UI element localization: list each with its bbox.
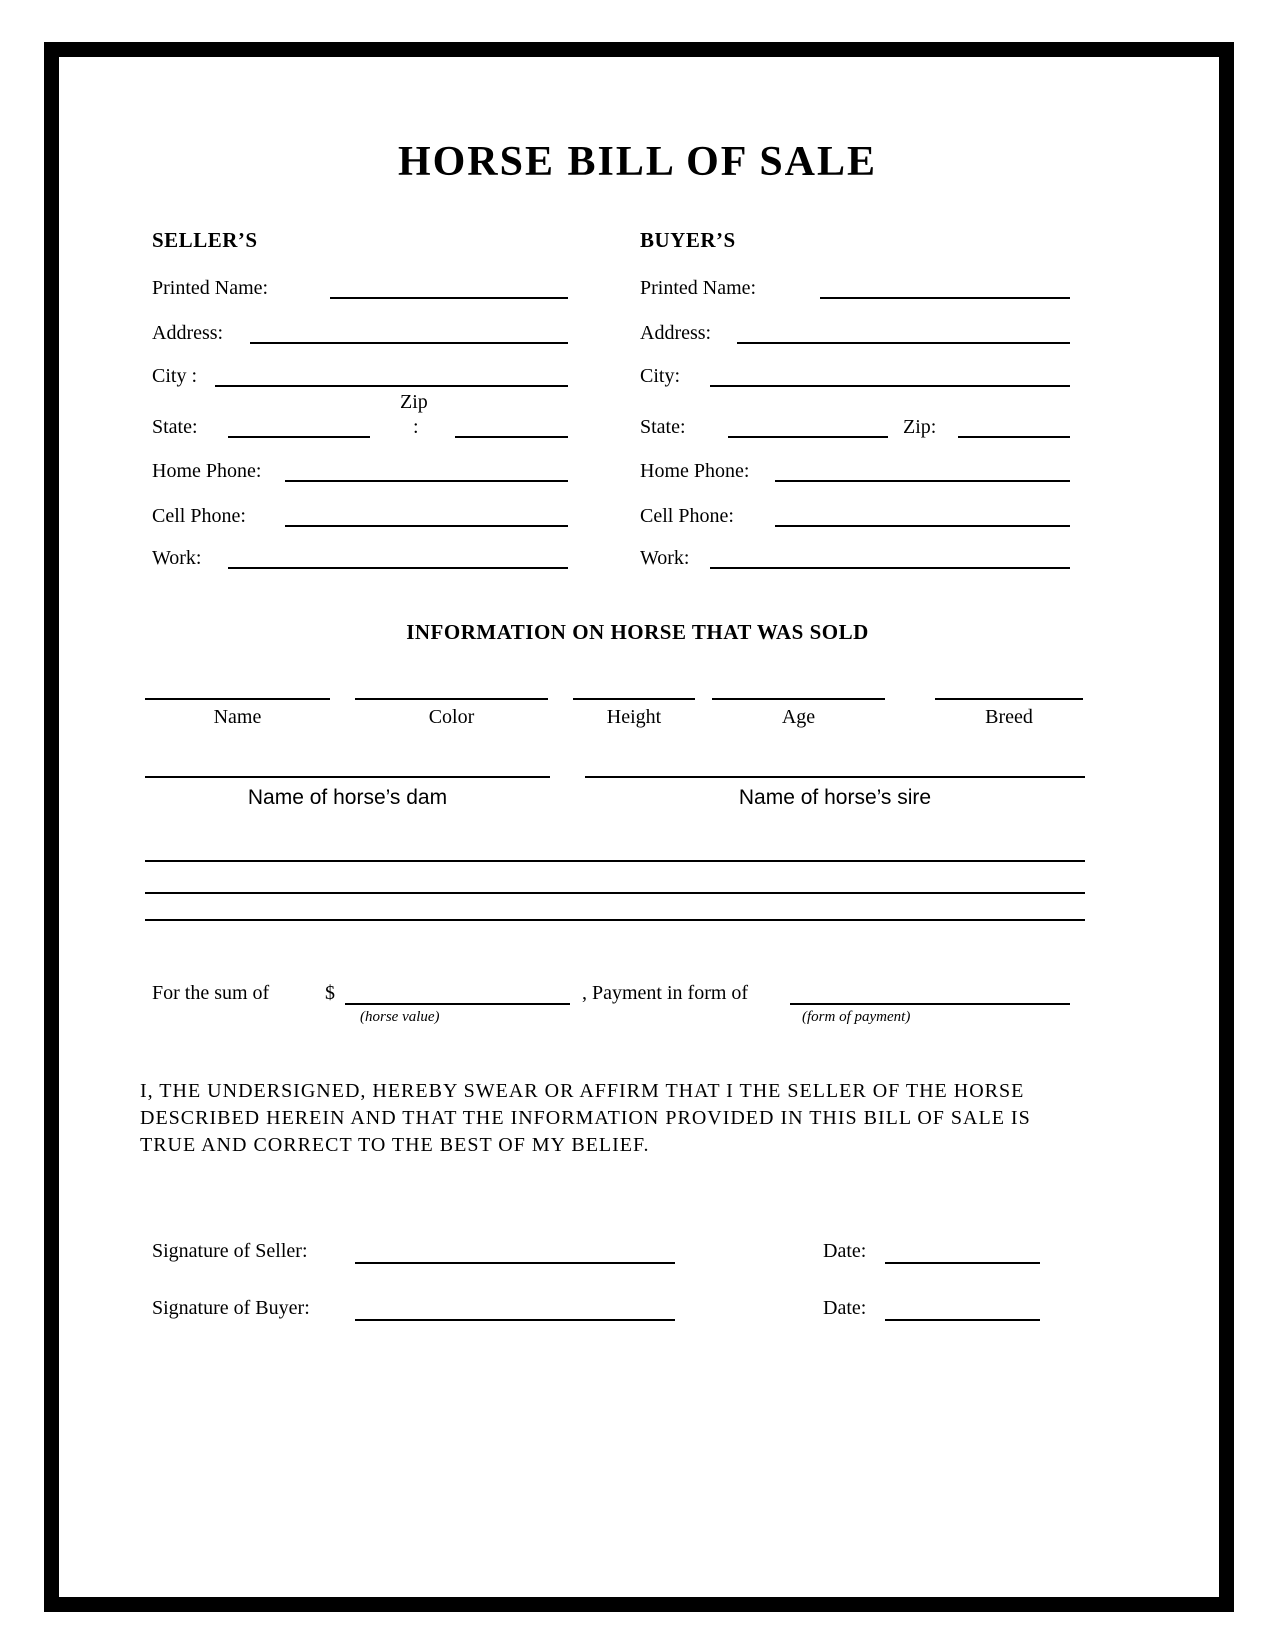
buyer-home-phone-label: Home Phone:	[640, 460, 750, 482]
horse-color-line	[355, 698, 548, 700]
buyer-address-label: Address:	[640, 322, 712, 344]
notes-line-1	[145, 860, 1085, 862]
buyer-zip-line	[958, 436, 1070, 438]
seller-zip-colon: :	[413, 416, 419, 438]
horse-dam-label: Name of horse’s dam	[247, 786, 448, 809]
buyer-city-label: City:	[640, 365, 681, 387]
seller-cell-phone-line	[285, 525, 568, 527]
buyer-home-phone-line	[775, 480, 1070, 482]
dollar-sign: $	[325, 982, 335, 1004]
seller-printed-name-line	[330, 297, 568, 299]
seller-work-label: Work:	[152, 547, 202, 569]
buyer-date-line	[885, 1319, 1040, 1321]
buyer-printed-name-line	[820, 297, 1070, 299]
horse-age-line	[712, 698, 885, 700]
seller-signature-line	[355, 1262, 675, 1264]
seller-home-phone-label: Home Phone:	[152, 460, 262, 482]
seller-zip-word: Zip	[400, 391, 428, 413]
horse-height-label: Height	[606, 706, 662, 728]
horse-breed-label: Breed	[985, 706, 1033, 728]
seller-state-line	[228, 436, 370, 438]
buyer-printed-name-label: Printed Name:	[640, 277, 757, 299]
horse-dam-line	[145, 776, 550, 778]
seller-address-line	[250, 342, 568, 344]
buyer-work-label: Work:	[640, 547, 690, 569]
seller-state-label: State:	[152, 416, 198, 438]
signature-of-seller-label: Signature of Seller:	[152, 1240, 308, 1262]
buyer-address-line	[737, 342, 1070, 344]
horse-section-heading: INFORMATION ON HORSE THAT WAS SOLD	[406, 620, 869, 644]
seller-date-line	[885, 1262, 1040, 1264]
buyer-state-label: State:	[640, 416, 686, 438]
horse-breed-line	[935, 698, 1083, 700]
horse-value-line	[345, 1003, 570, 1005]
buyer-cell-phone-line	[775, 525, 1070, 527]
affirmation-paragraph: I, THE UNDERSIGNED, HEREBY SWEAR OR AFFIRM THAT I THE SELLER OF THE HORSE DESCRIBED HEREIN AND THAT THE INFORMATION PROVIDED IN THIS BILL OF SALE IS TRUE AND CORRECT TO THE BEST OF MY BELIEF.	[140, 1080, 1031, 1156]
buyer-city-line	[710, 385, 1070, 387]
horse-height-line	[573, 698, 695, 700]
page-title: HORSE BILL OF SALE	[397, 139, 878, 185]
seller-printed-name-label: Printed Name:	[152, 277, 269, 299]
buyer-zip-label: Zip:	[903, 416, 937, 438]
horse-sire-line	[585, 776, 1085, 778]
horse-color-label: Color	[428, 706, 475, 728]
signature-of-buyer-label: Signature of Buyer:	[152, 1297, 310, 1319]
seller-cell-phone-label: Cell Phone:	[152, 505, 246, 527]
horse-sire-label: Name of horse’s sire	[738, 786, 932, 809]
seller-work-line	[228, 567, 568, 569]
form-of-payment-note: (form of payment)	[802, 1009, 911, 1025]
for-the-sum-of-label: For the sum of	[152, 982, 270, 1004]
payment-in-form-of-label: , Payment in form of	[582, 982, 749, 1004]
seller-zip-line	[455, 436, 568, 438]
buyer-signature-line	[355, 1319, 675, 1321]
seller-address-label: Address:	[152, 322, 224, 344]
seller-city-line	[215, 385, 568, 387]
buyer-work-line	[710, 567, 1070, 569]
notes-line-2	[145, 892, 1085, 894]
buyer-date-label: Date:	[823, 1297, 867, 1319]
horse-name-label: Name	[213, 706, 262, 728]
buyer-state-line	[728, 436, 888, 438]
horse-value-note: (horse value)	[360, 1009, 440, 1025]
buyer-heading: BUYER’S	[640, 228, 736, 252]
buyer-cell-phone-label: Cell Phone:	[640, 505, 734, 527]
notes-line-3	[145, 919, 1085, 921]
seller-date-label: Date:	[823, 1240, 867, 1262]
seller-home-phone-line	[285, 480, 568, 482]
horse-name-line	[145, 698, 330, 700]
horse-age-label: Age	[781, 706, 816, 728]
seller-heading: SELLER’S	[152, 228, 258, 252]
form-of-payment-line	[790, 1003, 1070, 1005]
seller-city-label: City :	[152, 365, 198, 387]
